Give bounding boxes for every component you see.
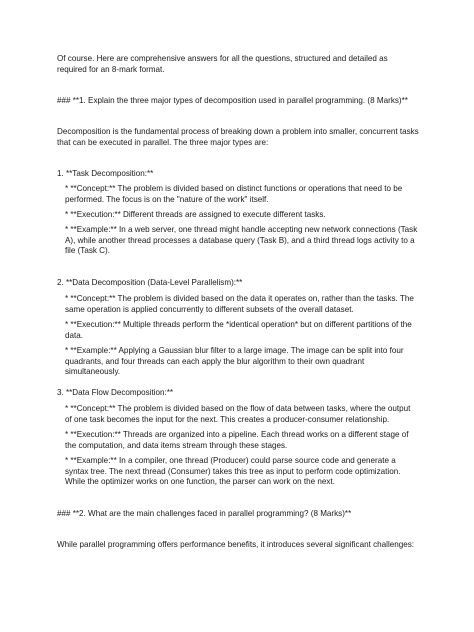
question-1-intro: Decomposition is the fundamental process of breaking down a problem into smaller, concurrent tasks that can be executed in parallel. The three major types are: — [57, 127, 419, 147]
section-1-title: 1. **Task Decomposition:** — [57, 169, 154, 178]
section-3-execution: * **Execution:** Threads are organized into a pipeline. Each thread works on a different stage of the computation, and data items stream through these stages. — [65, 430, 409, 450]
question-2-intro: While parallel programming offers performance benefits, it introduces several significant challenges: — [57, 540, 415, 549]
section-3-title: 3. **Data Flow Decomposition:** — [57, 388, 174, 397]
section-2-concept: * **Concept:** The problem is divided based on the data it operates on, rather than the tasks. The same operation is applied concurrently to different subsets of the overall dataset. — [65, 294, 414, 314]
section-2-example: * **Example:** Applying a Gaussian blur filter to a large image. The image can be split into four quadrants, and four threads can each apply the blur algorithm to their own quadrant simultaneously. — [65, 346, 404, 377]
section-2-title: 2. **Data Decomposition (Data-Level Parallelism):** — [57, 278, 243, 287]
section-1-concept: * **Concept:** The problem is divided based on distinct functions or operations that need to be performed. The focus is on the "nature of the work" itself. — [65, 184, 403, 204]
section-1-execution: * **Execution:** Different threads are assigned to execute different tasks. — [65, 210, 326, 219]
intro-paragraph: Of course. Here are comprehensive answers for all the questions, structured and detailed as required for an 8-mark format. — [57, 54, 388, 74]
question-2-heading: ### **2. What are the main challenges faced in parallel programming? (8 Marks)** — [57, 509, 352, 518]
section-3-concept: * **Concept:** The problem is divided based on the flow of data between tasks, where the output of one task becomes the input for the next. This creates a producer-consumer relationship. — [65, 404, 411, 424]
section-2-execution: * **Execution:** Multiple threads perform the *identical operation* but on different partitions of the data. — [65, 320, 412, 340]
section-3-example: * **Example:** In a compiler, one thread (Producer) could parse source code and generate a syntax tree. The next thread (Consumer) takes this tree as input to perform code optimization. While the optimizer works on one function, the parser can work on the next. — [65, 456, 401, 487]
question-1-heading: ### **1. Explain the three major types of decomposition used in parallel programming. (8 Marks)** — [57, 96, 408, 105]
section-1-example: * **Example:** In a web server, one thread might handle accepting new network connections (Task A), while another thread processes a database query (Task B), and a third thread logs activity to a file (Task C). — [65, 225, 418, 256]
